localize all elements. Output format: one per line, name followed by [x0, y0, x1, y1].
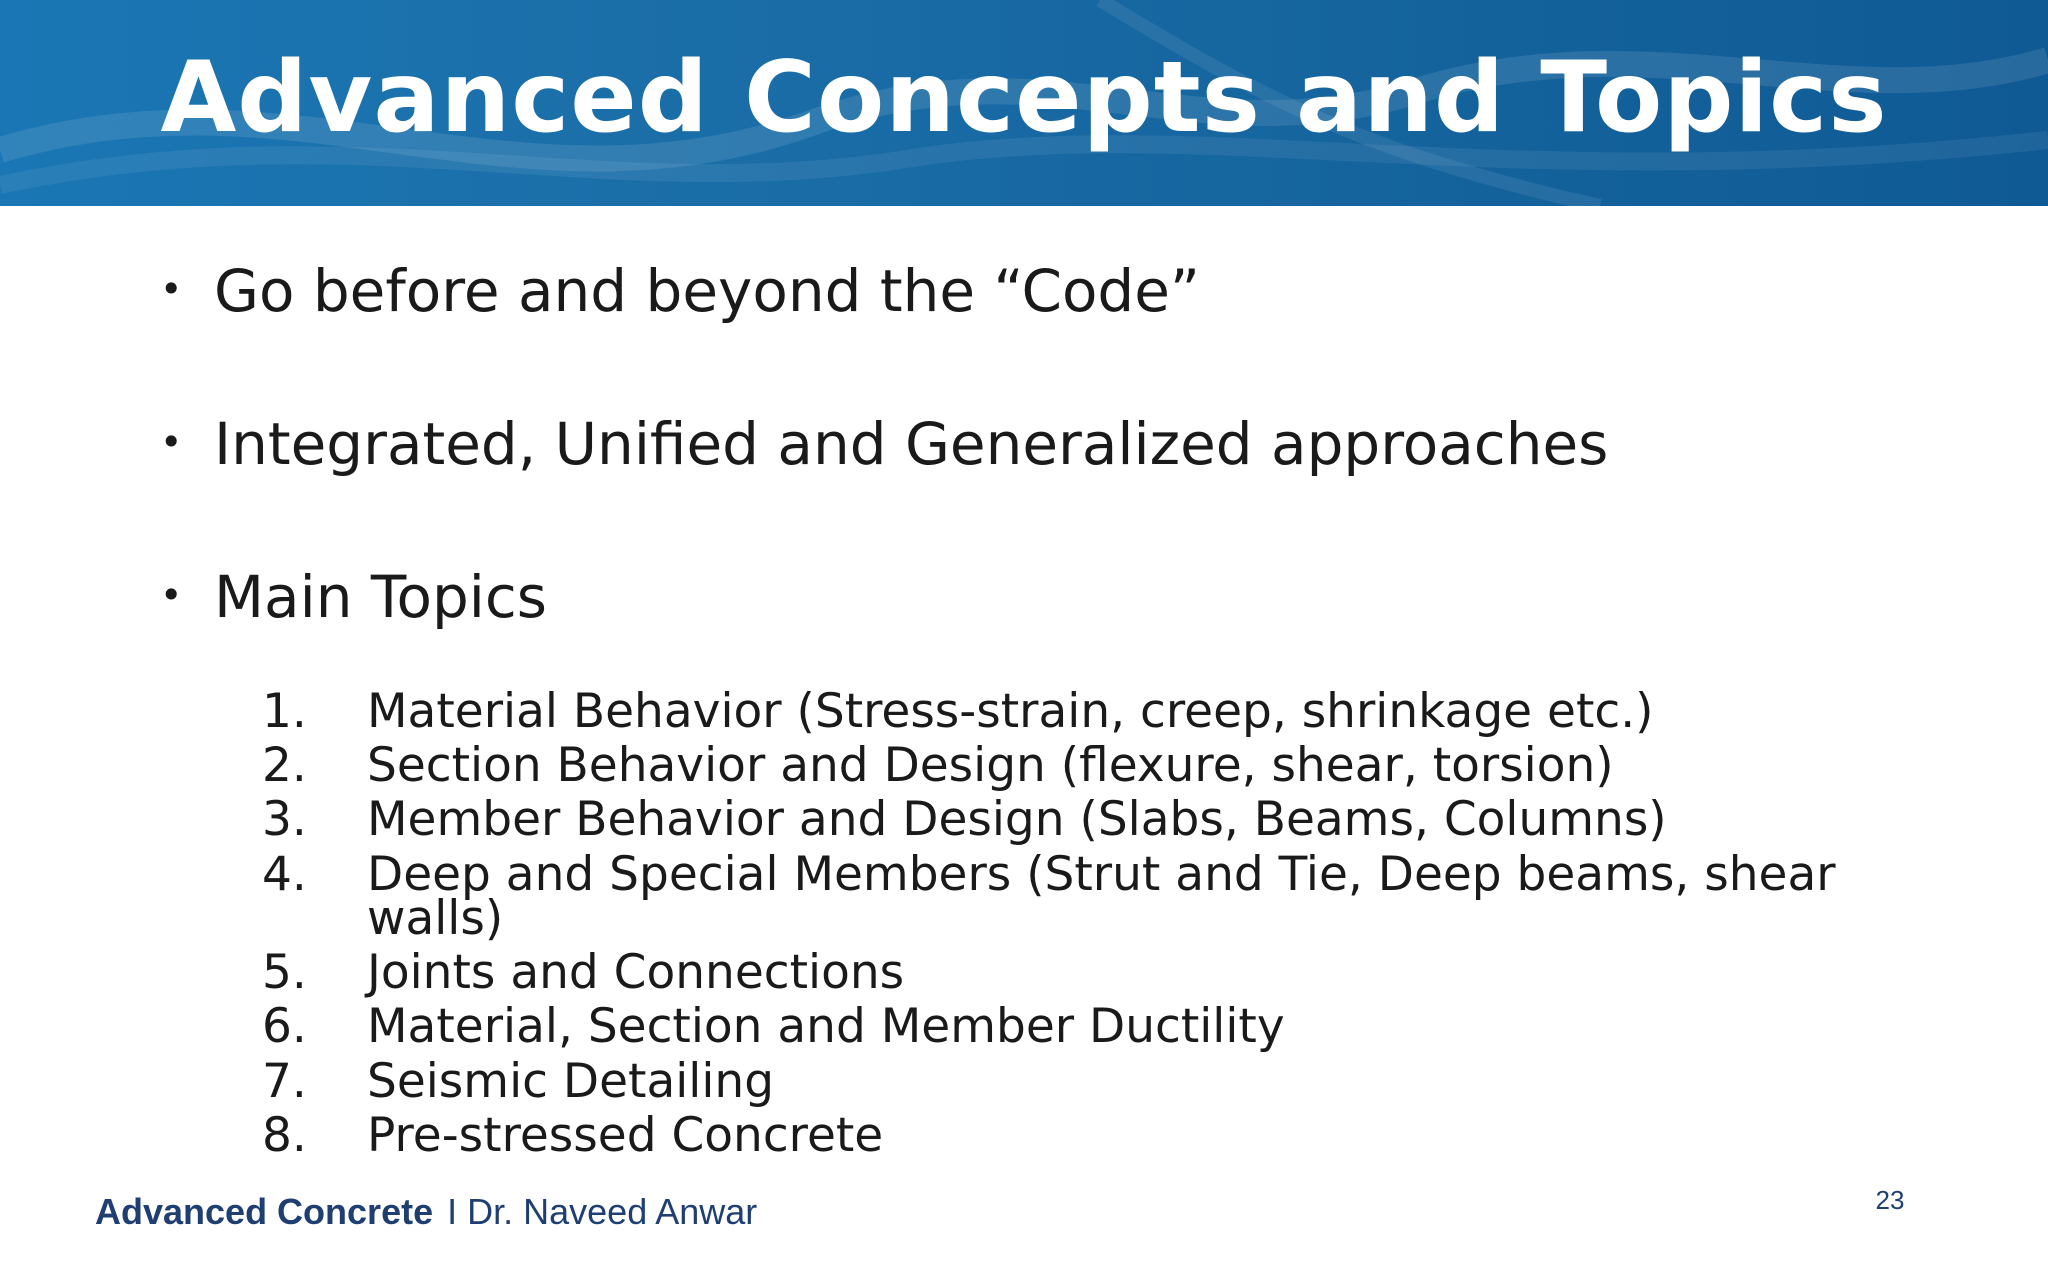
slide-title: Advanced Concepts and Topics: [160, 41, 1888, 155]
bullet-text: Integrated, Unified and Generalized approaches: [214, 410, 1609, 478]
topic-text: Joints and Connections: [367, 945, 905, 1000]
topic-text: Section Behavior and Design (flexure, shear, torsion): [367, 738, 1614, 793]
topic-number: 3.: [262, 792, 307, 847]
topic-number: 2.: [262, 738, 307, 793]
topic-text: Material Behavior (Stress-strain, creep, shrinkage etc.): [367, 684, 1654, 739]
footer-author: Dr. Naveed Anwar: [467, 1191, 758, 1232]
topic-item: [262, 847, 1862, 946]
topic-item: [262, 1054, 1862, 1109]
bullet-marker: •: [160, 419, 183, 464]
footer-credit: [95, 1190, 757, 1234]
topic-text: Seismic Detailing: [367, 1054, 775, 1109]
bullet-marker: •: [160, 572, 183, 617]
topic-text: Deep and Special Members (Strut and Tie, Deep beams, shear walls): [367, 847, 1836, 946]
bullet-text: Main Topics: [214, 563, 547, 631]
page-number: 23: [1875, 1185, 1905, 1215]
topic-item: [262, 792, 1862, 847]
topic-number: 1.: [262, 684, 307, 739]
topic-number: 6.: [262, 999, 307, 1054]
topic-number: 8.: [262, 1108, 307, 1163]
topic-item: [262, 738, 1862, 793]
topic-text: Member Behavior and Design (Slabs, Beams, Columns): [367, 792, 1667, 847]
topic-item: [262, 684, 1862, 739]
topic-number: 5.: [262, 945, 307, 1000]
topic-number: 7.: [262, 1054, 307, 1109]
bullet-text: Go before and beyond the “Code”: [214, 257, 1200, 325]
bullet-marker: •: [160, 266, 183, 311]
topic-number: 4.: [262, 847, 307, 902]
topic-text: Material, Section and Member Ductility: [367, 999, 1285, 1054]
topic-text: Pre-stressed Concrete: [367, 1108, 884, 1163]
topic-item: [262, 999, 1862, 1054]
footer-separator: I: [447, 1191, 458, 1232]
footer-course-name: Advanced Concrete: [95, 1191, 434, 1232]
topic-item: [262, 1108, 1862, 1163]
topic-item: [262, 945, 1862, 1000]
